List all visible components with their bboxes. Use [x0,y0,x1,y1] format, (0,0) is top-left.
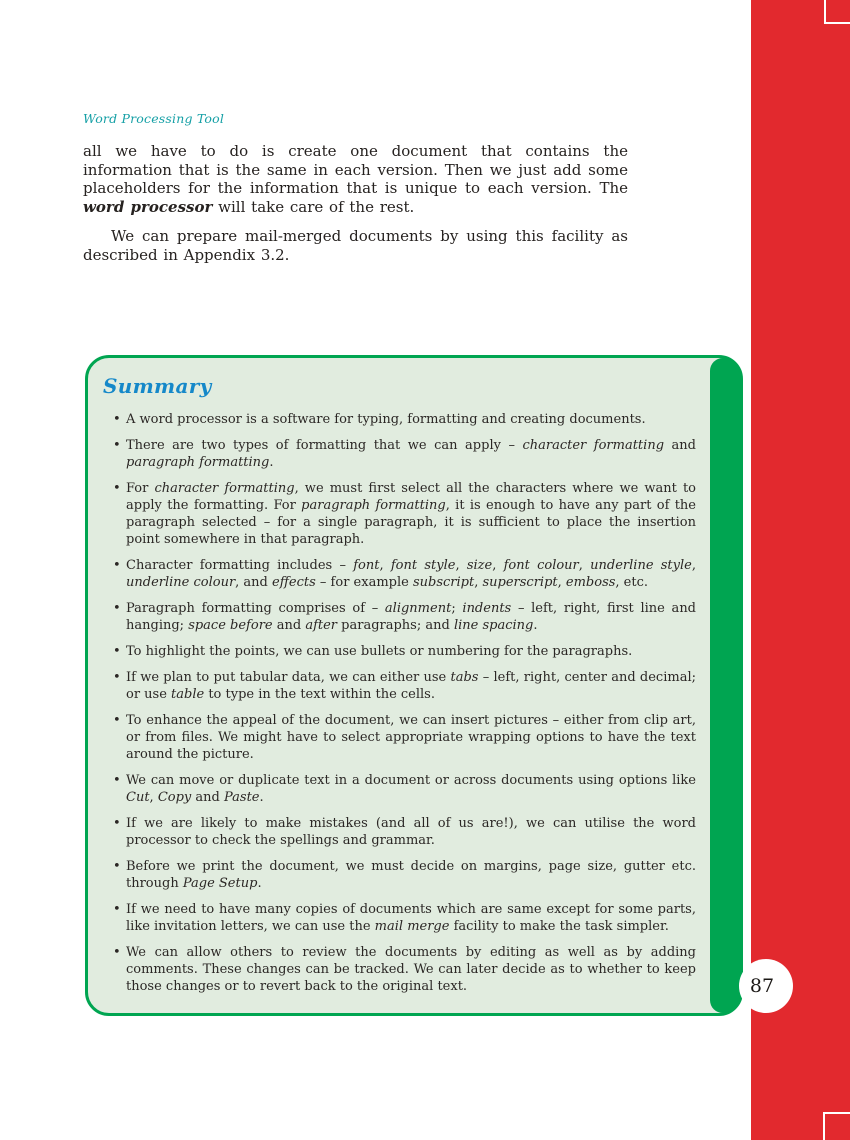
summary-bullet: • We can move or duplicate text in a document or across documents using options like Cut, Copy and Paste. [113,772,696,806]
summary-bullet: • To enhance the appeal of the document, we can insert pictures – either from clip art, or from files. We might have to select appropriate wrapping options to have the text around the picture. [113,712,696,763]
page-number-disc [739,959,793,1013]
summary-bullet: • A word processor is a software for typing, formatting and creating documents. [113,411,696,428]
page-number: 87 [749,975,775,997]
summary-bullet: • For character formatting, we must first select all the characters where we want to apply the formatting. For paragraph formatting, it is enough to have any part of the paragraph selected – for a single paragraph, it is sufficient to place the insertion point somewhere in that paragraph. [113,480,696,548]
summary-bullet: • There are two types of formatting that we can apply – character formatting and paragraph formatting. [113,437,696,471]
summary-bullet: • If we need to have many copies of documents which are same except for some parts, like invitation letters, we can use the mail merge facility to make the task simpler. [113,901,696,935]
running-head: Word Processing Tool [83,111,225,126]
corner-mark-bottom [823,1112,850,1140]
summary-bullet: • Before we print the document, we must decide on margins, page size, gutter etc. through Page Setup. [113,858,696,892]
paragraph: We can prepare mail-merged documents by using this facility as described in Appendix 3.2. [83,227,628,264]
summary-bullet: • Paragraph formatting comprises of – alignment; indents – left, right, first line and hanging; space before and after paragraphs; and line spacing. [113,600,696,634]
corner-mark-top [824,0,850,24]
summary-bullet: • We can allow others to review the documents by editing as well as by adding comments. These changes can be tracked. We can later decide as to whether to keep those changes or to revert back to the original text. [113,944,696,995]
summary-title: Summary [103,374,212,398]
summary-box-spine [710,358,740,1013]
summary-bullet: • To highlight the points, we can use bullets or numbering for the paragraphs. [113,643,696,660]
summary-bullet: • If we are likely to make mistakes (and all of us are!), we can utilise the word processor to check the spellings and grammar. [113,815,696,849]
summary-list [88,411,740,995]
summary-box [85,355,743,1016]
body-copy [83,142,628,264]
summary-bullet: • If we plan to put tabular data, we can either use tabs – left, right, center and decimal; or use table to type in the text within the cells. [113,669,696,703]
paragraph: all we have to do is create one document that contains the information that is the same in each version. Then we just add some placeholders for the information that is unique to each version. The word processor will take care of the rest. [83,142,628,216]
summary-bullet: • Character formatting includes – font, font style, size, font colour, underline style, underline colour, and effects – for example subscript, superscript, emboss, etc. [113,557,696,591]
